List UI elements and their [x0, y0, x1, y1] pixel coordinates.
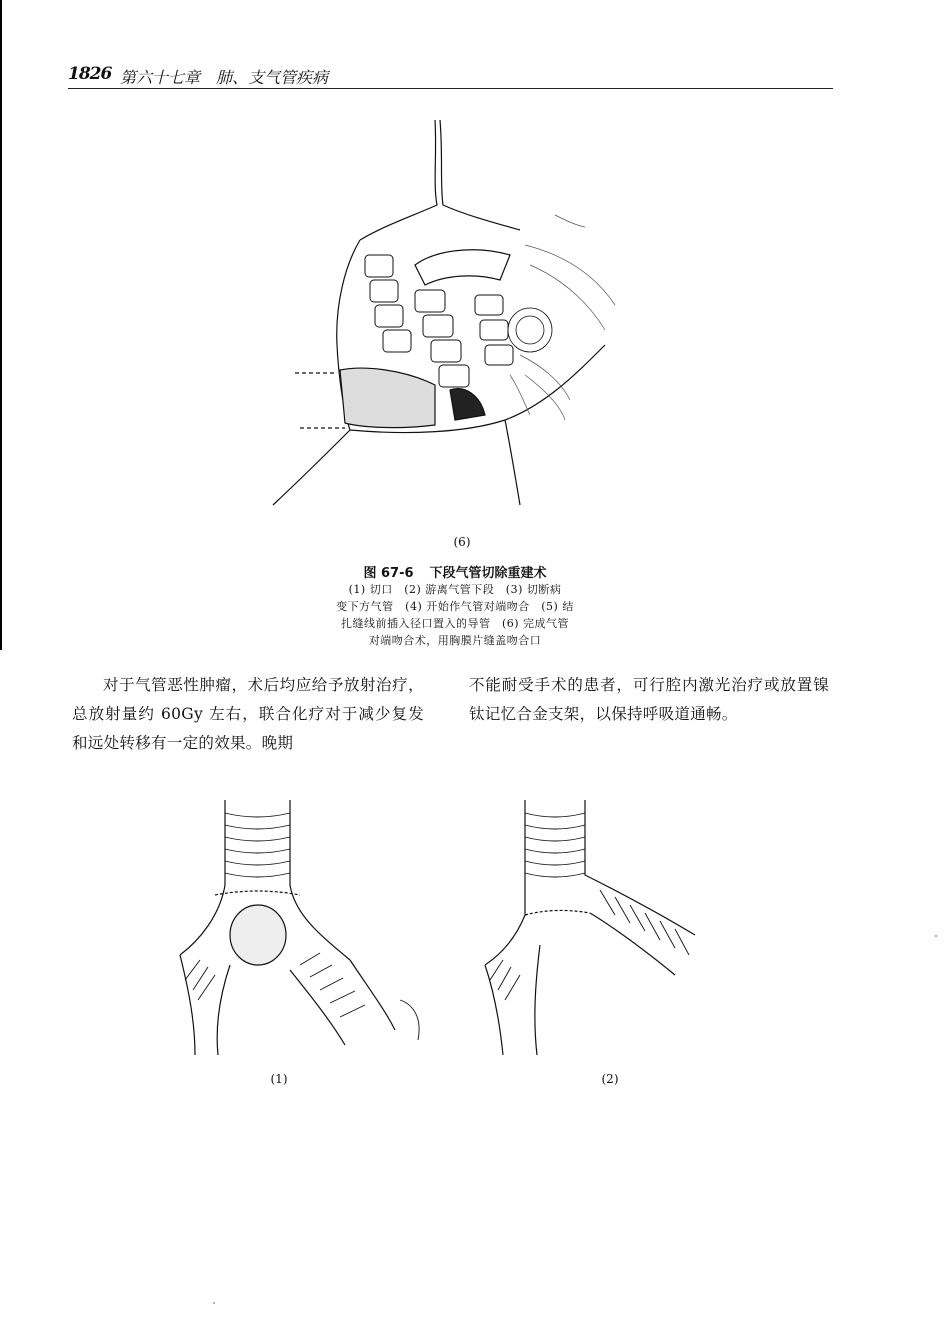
page-header	[68, 64, 833, 89]
trachea-illustration-2	[465, 795, 745, 1060]
chapter-title: 第六十七章 肺、支气管疾病	[120, 68, 329, 87]
body-text-right-column: 不能耐受手术的患者，可行腔内激光治疗或放置镍钛记忆合金支架，以保持呼吸道通畅。	[469, 676, 829, 723]
body-text-left-column: 对于气管恶性肿瘤，术后均应给予放射治疗，总放射量约 60Gy 左右，联合化疗对于减少复发和远处转移有一定的效果。晚期	[72, 676, 424, 752]
panel-label-2: (2)	[601, 1072, 619, 1086]
caption-line: 变下方气管 (4) 开始作气管对端吻合 (5) 结	[336, 600, 574, 613]
scan-speck	[935, 935, 937, 937]
panel-label-1: (1)	[270, 1072, 288, 1086]
scan-speck	[213, 1302, 215, 1304]
trachea-illustration-1	[160, 795, 440, 1060]
caption-line: 对端吻合术，用胸膜片缝盖吻合口	[368, 634, 542, 647]
page-edge-rule	[0, 0, 2, 650]
caption-title	[250, 562, 660, 581]
figure-title: 下段气管切除重建术	[429, 566, 547, 581]
caption-line: (1) 切口 (2) 游离气管下段 (3) 切断病	[348, 583, 562, 596]
panel-label-6: (6)	[453, 535, 471, 549]
surgical-illustration-top	[265, 115, 645, 510]
page-number: 1826	[68, 64, 112, 84]
figure-caption	[250, 562, 660, 649]
figure-number: 图 67-6	[363, 566, 414, 581]
caption-line: 扎缝线前插入径口置入的导管 (6) 完成气管	[340, 617, 570, 630]
